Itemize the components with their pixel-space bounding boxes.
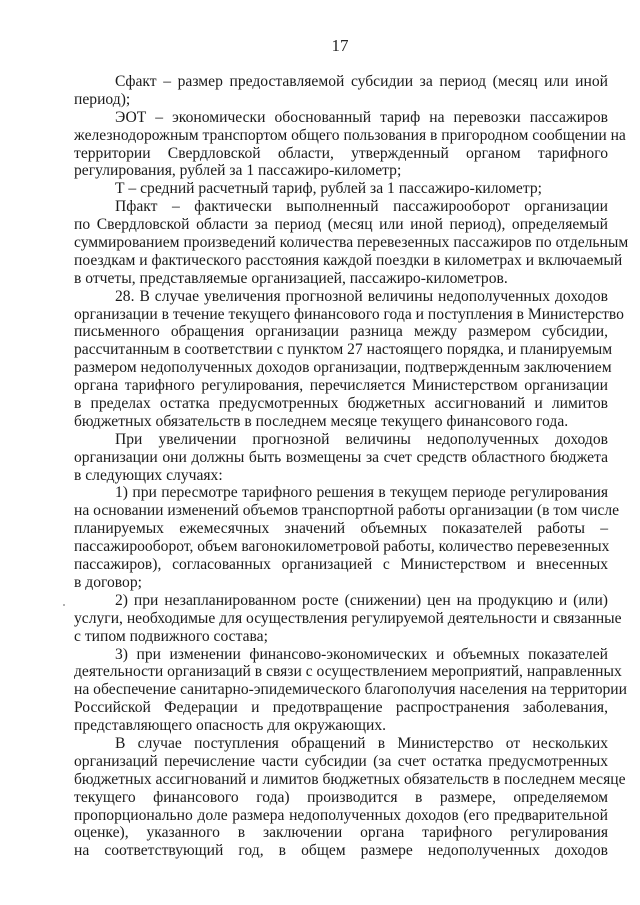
text-line: В случае поступления обращений в Министерство от нескольких	[115, 734, 608, 752]
text-line: ЭОТ – экономически обоснованный тариф на перевозки пассажиров	[115, 108, 608, 126]
text-line: территории Свердловской области, утвержденный органом тарифного	[74, 144, 608, 162]
text-line: рассчитанным в соответствии с пунктом 27 настоящего порядка, и планируемым	[74, 341, 613, 359]
text-line: регулирования, рублей за 1 пассажиро-километр;	[74, 162, 402, 180]
text-line: При увеличении прогнозной величины недополученных доходов	[115, 430, 608, 448]
text-line: период);	[74, 90, 131, 108]
document-body	[74, 73, 629, 860]
text-line: на основании изменений объемов транспортной работы организации (в том числе	[74, 502, 620, 520]
paragraph-t-definition	[74, 180, 608, 198]
text-line: на обеспечение санитарно-эпидемического благополучия населения на территории	[74, 681, 627, 699]
paragraph-case-1	[74, 484, 620, 591]
text-line: поездкам и фактического расстояния каждой поездки в километрах и включаемый	[74, 251, 623, 269]
paragraph-case-3	[74, 645, 627, 735]
text-line: на соответствующий год, в общем размере недополученных доходов	[74, 842, 608, 860]
text-line: организаций перечисление части субсидии (за счет остатка предусмотренных	[74, 752, 608, 770]
text-line: суммированием произведений количества перевезенных пассажиров по отдельным	[74, 234, 629, 252]
text-line: в пределах остатка предусмотренных бюджетных ассигнований и лимитов	[74, 395, 608, 413]
text-line: по Свердловской области за период (месяц или иной период), определяемый	[74, 216, 608, 234]
paragraph-multiple-applications	[74, 734, 626, 860]
text-line: пассажиров), согласованных организацией с Министерством и внесенных	[74, 556, 608, 574]
text-line: 3) при изменении финансово-экономических и объемных показателей	[115, 645, 608, 663]
text-line: организации они должны быть возмещены за счет средств областного бюджета	[74, 448, 608, 466]
page-number: 17	[331, 36, 349, 55]
text-line: Российской Федерации и предотвращение распространения заболевания,	[74, 699, 608, 717]
text-line: Т – средний расчетный тариф, рублей за 1 пассажиро-километр;	[115, 180, 542, 198]
text-line: 28. В случае увеличения прогнозной величины недополученных доходов	[115, 287, 608, 305]
text-line: с типом подвижного состава;	[74, 627, 268, 645]
paragraph-eot-definition	[74, 108, 626, 181]
text-line: организации в течение текущего финансового года и поступления в Министерство	[74, 305, 624, 323]
text-line: органа тарифного регулирования, перечисляется Министерством организации	[74, 377, 608, 395]
text-line: Пфакт – фактически выполненный пассажирооборот организации	[115, 198, 608, 216]
text-line: в отчеты, представляемые организацией, пассажиро-километров.	[74, 269, 508, 287]
text-line: 1) при пересмотре тарифного решения в текущем периоде регулирования	[115, 484, 608, 502]
paragraph-case-2	[74, 591, 622, 646]
text-line: размером недополученных доходов организации, подтвержденным заключением	[74, 359, 612, 377]
text-line: в договор;	[74, 573, 142, 591]
paragraph-clause-28	[74, 287, 624, 431]
text-line: железнодорожным транспортом общего пользования в пригородном сообщении на	[74, 126, 626, 144]
text-line: оценке), указанного в заключении органа тарифного регулирования	[74, 824, 608, 842]
text-line: письменного обращения организации разница между размером субсидии,	[74, 323, 608, 341]
text-line: текущего финансового года) производится в размере, определяемом	[74, 788, 608, 806]
paragraph-pfakt-definition	[74, 198, 629, 287]
text-line: планируемых ежемесячных значений объемных показателей работы –	[74, 520, 608, 538]
text-line: деятельности организаций в связи с осуществлением мероприятий, направленных	[74, 663, 622, 681]
scan-artifact	[63, 604, 65, 606]
text-line: в следующих случаях:	[74, 466, 223, 484]
paragraph-compensation-cases-intro	[74, 431, 608, 485]
text-line: бюджетных ассигнований и лимитов бюджетных обязательств в последнем месяце	[74, 770, 626, 788]
text-line: пропорционально доле размера недополученных доходов (его предварительной	[74, 806, 608, 824]
paragraph-sfakt-definition	[74, 73, 608, 109]
text-line: 2) при незапланированном росте (снижении) цен на продукцию и (или)	[115, 591, 608, 609]
text-line: бюджетных обязательств в последнем месяце текущего финансового года.	[74, 412, 569, 430]
text-line: Сфакт – размер предоставляемой субсидии за период (месяц или иной	[115, 73, 608, 90]
text-line: представляющего опасность для окружающих.	[74, 717, 387, 735]
text-line: услуги, необходимые для осуществления регулируемой деятельности и связанные	[74, 609, 622, 627]
text-line: пассажирооборот, объем вагонокилометровой работы, количество перевезенных	[74, 538, 610, 556]
